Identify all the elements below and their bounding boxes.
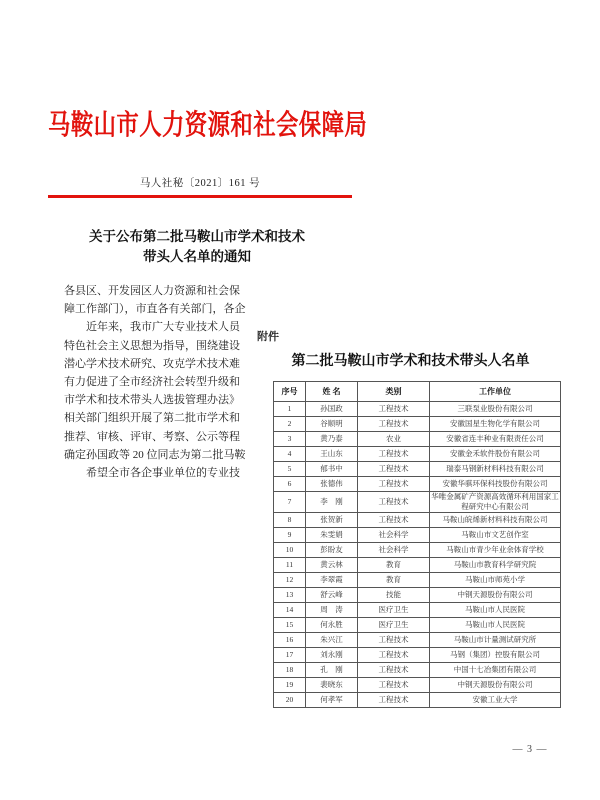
- table-cell: 三联泵业股份有限公司: [430, 402, 561, 417]
- table-cell: 马鞍山市青少年业余体育学校: [430, 543, 561, 558]
- table-row: [274, 693, 561, 708]
- table-cell: 教育: [358, 558, 430, 573]
- table-cell: 工程技术: [358, 492, 430, 513]
- table-cell: 黄云林: [306, 558, 358, 573]
- table-cell: 李翠霞: [306, 573, 358, 588]
- table-cell: 张贺新: [306, 513, 358, 528]
- table-cell: 郁书中: [306, 462, 358, 477]
- table-body: [274, 402, 561, 708]
- table-cell: 马鞍山市文艺创作室: [430, 528, 561, 543]
- table-cell: 华唯金属矿产资源高效循环利用国家工程研究中心有限公司: [431, 492, 559, 512]
- table-row: [274, 417, 561, 432]
- table-cell: 技能: [358, 588, 430, 603]
- notice-title-line2: 带头人名单的通知: [143, 249, 251, 264]
- body-line: 推荐、审核、评审、考察、公示等程: [64, 430, 240, 443]
- table-row: [274, 477, 561, 492]
- table-cell: 孙国政: [306, 402, 358, 417]
- table-cell: 20: [274, 693, 306, 708]
- body-line: 特色社会主义思想为指导，围绕建设: [64, 339, 240, 352]
- table-cell: 马鞍山市师苑小学: [430, 573, 561, 588]
- attachment-label: 附件: [257, 331, 279, 343]
- table-cell: 17: [274, 648, 306, 663]
- table-cell: 11: [274, 558, 306, 573]
- table-cell: 教育: [358, 573, 430, 588]
- table-cell: 1: [274, 402, 306, 417]
- body-line: 近年来，我市广大专业技术人员: [64, 321, 240, 334]
- table-row: [274, 402, 561, 417]
- body-line: 希望全市各企事业单位的专业技: [64, 466, 240, 479]
- table-cell: 工程技术: [358, 447, 430, 462]
- table-cell: 工程技术: [358, 417, 430, 432]
- body-line: 市学术和技术带头人选拔管理办法》: [64, 394, 240, 407]
- table-cell: 6: [274, 477, 306, 492]
- leaders-table-wrap: [273, 381, 559, 708]
- table-cell: 工程技术: [358, 678, 430, 693]
- leaders-table: [273, 381, 561, 708]
- table-row: [274, 462, 561, 477]
- table-cell: 马鞍山市人民医院: [430, 618, 561, 633]
- table-cell: 马钢（集团）控股有限公司: [430, 648, 561, 663]
- table-row: [274, 513, 561, 528]
- table-cell: 安徽华骐环保科技股份有限公司: [430, 477, 561, 492]
- table-cell: 工程技术: [358, 663, 430, 678]
- table-cell: 2: [274, 417, 306, 432]
- table-cell: 8: [274, 513, 306, 528]
- table-cell: 周 涛: [306, 603, 358, 618]
- table-cell: 工程技术: [358, 462, 430, 477]
- table-cell: 社会科学: [358, 543, 430, 558]
- table-row: [274, 528, 561, 543]
- table-cell: 中钢天源股份有限公司: [430, 588, 561, 603]
- table-cell: 马鞍山皖烯新材料科技有限公司: [430, 513, 561, 528]
- table-cell: 医疗卫生: [358, 603, 430, 618]
- attachment-table-title: 第二批马鞍山市学术和技术带头人名单: [291, 354, 530, 369]
- table-cell: 16: [274, 633, 306, 648]
- table-cell: 马鞍山市教育科学研究院: [430, 558, 561, 573]
- red-divider: [48, 195, 352, 198]
- table-cell: 孔 刚: [306, 663, 358, 678]
- table-cell: 18: [274, 663, 306, 678]
- table-cell: 14: [274, 603, 306, 618]
- table-cell: 工程技术: [358, 693, 430, 708]
- table-cell: 瑞泰马钢新材料科技有限公司: [430, 462, 561, 477]
- table-cell: 何孝军: [306, 693, 358, 708]
- table-cell: 社会科学: [358, 528, 430, 543]
- table-cell: 医疗卫生: [358, 618, 430, 633]
- table-cell: 15: [274, 618, 306, 633]
- table-cell: 工程技术: [358, 648, 430, 663]
- table-row: [274, 588, 561, 603]
- table-cell: 马鞍山市人民医院: [430, 603, 561, 618]
- table-cell: 7: [274, 492, 306, 513]
- table-header-row: [274, 382, 561, 402]
- table-cell: 何永胜: [306, 618, 358, 633]
- column-header: 序号: [274, 382, 306, 402]
- body-line: 有力促进了全市经济社会转型升级和: [64, 375, 240, 388]
- table-row: [274, 447, 561, 462]
- table-cell: 彭盼友: [306, 543, 358, 558]
- notice-title: [0, 227, 394, 267]
- body-line: 相关部门组织开展了第二批市学术和: [64, 412, 240, 425]
- table-cell: 舒云峰: [306, 588, 358, 603]
- table-row: [274, 558, 561, 573]
- table-row: [274, 543, 561, 558]
- table-cell: 安徽省连丰种业有限责任公司: [430, 432, 561, 447]
- table-cell: 刘永刚: [306, 648, 358, 663]
- table-cell: 朱兴江: [306, 633, 358, 648]
- table-cell: 李 刚: [306, 492, 358, 513]
- table-row: [274, 648, 561, 663]
- table-cell: 安徽工业大学: [430, 693, 561, 708]
- table-row: [274, 663, 561, 678]
- agency-header: 马鞍山市人力资源和社会保障局: [48, 110, 368, 141]
- column-header: 工作单位: [430, 382, 561, 402]
- page-number: — 3 —: [512, 744, 548, 755]
- table-row: [274, 618, 561, 633]
- table-cell: 中国十七冶集团有限公司: [430, 663, 561, 678]
- table-row: [274, 432, 561, 447]
- table-row: [274, 678, 561, 693]
- body-line: 各县区、开发园区人力资源和社会保: [64, 285, 240, 297]
- table-row: [274, 633, 561, 648]
- table-cell: 农业: [358, 432, 430, 447]
- table-cell: 9: [274, 528, 306, 543]
- column-header: 类别: [358, 382, 430, 402]
- column-header: 姓 名: [306, 382, 358, 402]
- table-cell: 10: [274, 543, 306, 558]
- table-cell: 工程技术: [358, 477, 430, 492]
- table-cell: 张德伟: [306, 477, 358, 492]
- table-cell: 13: [274, 588, 306, 603]
- table-cell: 19: [274, 678, 306, 693]
- table-cell: 工程技术: [358, 402, 430, 417]
- table-cell: 安徽国星生物化学有限公司: [430, 417, 561, 432]
- table-cell: 裴晓东: [306, 678, 358, 693]
- table-cell: 工程技术: [358, 633, 430, 648]
- table-cell: 马鞍山市计量测试研究所: [430, 633, 561, 648]
- table-cell: 中钢天源股份有限公司: [430, 678, 561, 693]
- notice-title-line1: 关于公布第二批马鞍山市学术和技术: [89, 229, 305, 244]
- table-row: [274, 573, 561, 588]
- table-cell: 3: [274, 432, 306, 447]
- table-cell: 安徽金禾软件股份有限公司: [430, 447, 561, 462]
- table-cell: 12: [274, 573, 306, 588]
- doc-number: 马人社秘〔2021〕161 号: [139, 178, 261, 189]
- table-cell: 5: [274, 462, 306, 477]
- body-line: 潜心学术技术研究、攻克学术技术难: [64, 357, 240, 370]
- table-cell: 王山东: [306, 447, 358, 462]
- table-row: [274, 603, 561, 618]
- table-cell: 谷顺明: [306, 417, 358, 432]
- table-cell: 4: [274, 447, 306, 462]
- table-row: [274, 492, 561, 513]
- body-text: [64, 282, 269, 482]
- body-line: 障工作部门），市直各有关部门，各企: [64, 303, 246, 316]
- table-cell: 黄乃泰: [306, 432, 358, 447]
- table-cell: 工程技术: [358, 513, 430, 528]
- table-cell: 朱雯娟: [306, 528, 358, 543]
- body-line: 确定孙国政等 20 位同志为第二批马鞍: [64, 448, 246, 461]
